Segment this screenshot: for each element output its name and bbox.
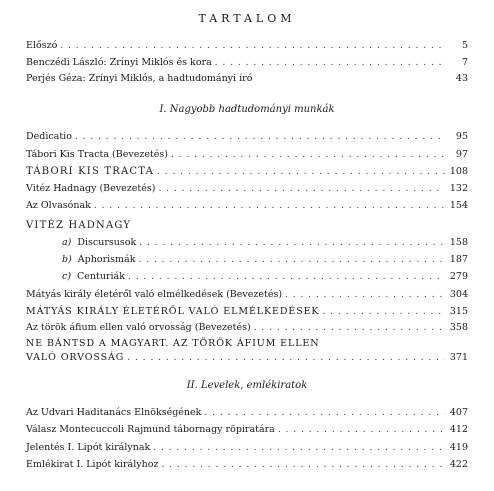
toc-subentry (62, 269, 468, 285)
leader-dots (128, 269, 445, 285)
toc-title: TARTALOM (198, 12, 296, 25)
subentry-label: c) (62, 271, 72, 282)
entry-page: 419 (449, 442, 468, 453)
entry-page: 304 (449, 289, 468, 300)
entry-title: Az Olvasónak (26, 200, 91, 211)
leader-dots (322, 304, 445, 320)
toc-entry (26, 287, 468, 303)
entry-page: 407 (449, 407, 468, 418)
toc-entry (26, 71, 468, 87)
leader-dots (60, 38, 445, 54)
entry-page: 358 (449, 322, 468, 333)
leader-dots (285, 287, 445, 303)
toc-entry (26, 147, 468, 163)
leader-dots (161, 457, 445, 473)
vitez-hadnagy-heading: VITÉZ HADNAGY (26, 220, 132, 231)
subentry-label: a) (62, 237, 72, 248)
leader-dots (254, 320, 445, 336)
entry-page: 97 (455, 149, 468, 160)
entry-page: 187 (449, 254, 468, 265)
leader-dots (171, 147, 445, 163)
toc-subentry (62, 252, 468, 268)
leader-dots (157, 164, 445, 180)
entry-title: Jelentés I. Lipót királynak (26, 442, 151, 453)
toc-entry (26, 350, 468, 366)
toc-entry (26, 55, 468, 71)
toc-entry (26, 164, 468, 180)
entry-page: 132 (449, 183, 468, 194)
leader-dots (278, 422, 445, 438)
toc-entry (26, 38, 468, 54)
toc-entry (26, 181, 468, 197)
entry-title: TÁBORI KIS TRACTA (26, 166, 155, 177)
entry-title: Benczédi László: Zrínyi Miklós és kora (26, 57, 212, 68)
entry-title: Discursusok (77, 237, 137, 248)
section-heading: II. Levelek, emlékiratok (186, 380, 308, 391)
entry-page: 158 (449, 237, 468, 248)
leader-dots (94, 198, 445, 214)
entry-title: Perjés Géza: Zrínyi Miklós, a hadtudományi író (26, 73, 253, 84)
toc-entry (26, 405, 468, 421)
entry-page: 422 (449, 459, 468, 470)
entry-title: Válasz Montecuccoli Rajmund tábornagy röpiratára (26, 424, 275, 435)
leader-dots (153, 440, 445, 456)
entry-page: 279 (449, 271, 468, 282)
subentry-label: b) (62, 254, 72, 265)
entry-page: 108 (449, 166, 468, 177)
toc-entry (26, 440, 468, 456)
entry-title: Aphorismák (77, 254, 136, 265)
toc-entry (26, 422, 468, 438)
entry-title: Centuriák (77, 271, 125, 282)
entry-title: MÁTYÁS KIRÁLY ÉLETÉRŐL VALÓ ELMÉLKEDÉSEK (26, 306, 320, 317)
section-heading: I. Nagyobb hadtudományi munkák (159, 104, 335, 115)
entry-title: Az török áfium ellen való orvosság (Bevezetés) (26, 322, 251, 333)
entry-title: Előszó (26, 40, 58, 51)
toc-entry (26, 320, 468, 336)
entry-title: Vitéz Hadnagy (Bevezetés) (26, 183, 156, 194)
entry-page: 315 (449, 306, 468, 317)
entry-title: Az Udvari Haditanács Elnökségének (26, 407, 202, 418)
leader-dots (215, 55, 445, 71)
toc-entry (26, 129, 468, 145)
leader-dots (75, 129, 445, 145)
entry-title: Emlékirat I. Lipót királyhoz (26, 459, 159, 470)
entry-title: Mátyás király életéről való elmélkedések (Bevezetés) (26, 289, 283, 300)
leader-dots (204, 405, 445, 421)
leader-dots (138, 252, 445, 268)
toc-entry (26, 304, 468, 320)
entry-title: Dedicatio (26, 131, 72, 142)
entry-title-line2: VALÓ ORVOSSÁG (26, 352, 125, 363)
entry-title: Tábori Kis Tracta (Bevezetés) (26, 149, 169, 160)
entry-page: 5 (461, 40, 468, 51)
leader-dots (139, 235, 445, 251)
entry-page: 43 (455, 73, 468, 84)
entry-title-line1: NE BÁNTSD A MAGYART. AZ TÖRÖK ÁFIUM ELLEN (26, 338, 320, 349)
leader-dots (158, 181, 445, 197)
entry-page: 7 (461, 57, 468, 68)
toc-entry (26, 198, 468, 214)
leader-dots (127, 350, 445, 366)
entry-page: 95 (455, 131, 468, 142)
entry-page: 154 (449, 200, 468, 211)
toc-subentry (62, 235, 468, 251)
entry-page: 371 (449, 352, 468, 363)
toc-entry (26, 457, 468, 473)
entry-page: 412 (449, 424, 468, 435)
